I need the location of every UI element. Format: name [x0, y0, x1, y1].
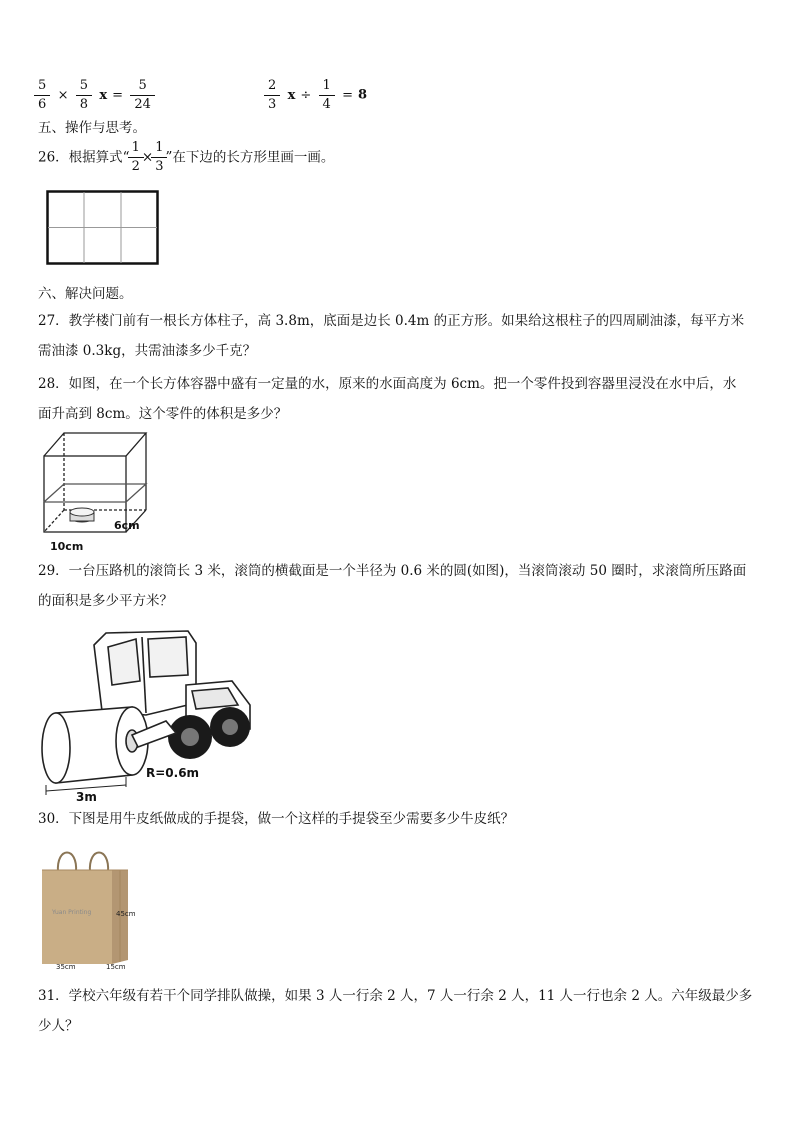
fraction	[78, 78, 90, 113]
denominator: 8	[79, 97, 89, 112]
fraction	[36, 78, 48, 113]
question-text: ”在下边的长方形里画一画。	[165, 149, 335, 166]
numerator: 1	[322, 78, 331, 93]
fraction	[266, 78, 278, 113]
grid-rectangle[interactable]	[46, 190, 160, 266]
equals-sign: =	[342, 87, 354, 103]
question-29-line-1: 29．一台压路机的滚筒长 3 米，滚筒的横截面是一个半径为 0.6 米的圆(如图)，当滚筒滚动 50 圈时，求滚筒所压路面	[38, 563, 747, 579]
numerator: 5	[79, 78, 89, 93]
section-heading: 五、操作与思考。	[38, 120, 146, 136]
question-26	[38, 140, 334, 175]
numerator: 1	[131, 140, 140, 155]
times-sign: ×	[57, 87, 69, 103]
equation-2	[266, 78, 367, 113]
fraction	[130, 140, 142, 175]
bag-watermark: Yuan Printing	[52, 909, 92, 916]
label-depth: 6cm	[114, 519, 140, 532]
fraction	[153, 140, 165, 175]
denominator: 24	[134, 97, 151, 112]
label-length: 3m	[76, 790, 97, 803]
label-depth: 15cm	[106, 963, 126, 971]
numerator: 1	[155, 140, 164, 155]
paper-bag-figure	[34, 842, 146, 972]
question-29-line-2: 的面积是多少平方米？	[38, 593, 173, 609]
variable-x: x	[287, 87, 296, 103]
fraction	[321, 78, 333, 113]
label-width: 10cm	[50, 540, 84, 553]
numerator: 5	[138, 78, 147, 93]
denominator: 3	[155, 159, 164, 174]
numerator: 2	[268, 78, 277, 93]
equation-1	[36, 78, 153, 113]
denominator: 6	[38, 97, 47, 112]
label-width: 35cm	[56, 963, 76, 971]
container-figure	[34, 428, 164, 556]
label-radius: R=0.6m	[146, 766, 200, 780]
question-28-line-1: 28．如图，在一个长方体容器中盛有一定量的水，原来的水面高度为 6cm。把一个零件投到容器里浸没在水中后，水	[38, 376, 737, 392]
question-27-line-1: 27．教学楼门前有一根长方体柱子，高 3.8m，底面是边长 0.4m 的正方形。如果给这根柱子的四周刷油漆，每平方米	[38, 313, 745, 329]
section-heading: 六、解决问题。	[38, 286, 133, 302]
question-text: 26．根据算式“	[38, 149, 130, 166]
denominator: 2	[131, 159, 140, 174]
question-31-line-1: 31．学校六年级有若干个同学排队做操，如果 3 人一行余 2 人，7 人一行余 2 人，11 人一行也余 2 人。六年级最少多	[38, 988, 753, 1004]
question-27-line-2: 需油漆 0.3kg，共需油漆多少千克？	[38, 343, 257, 359]
numerator: 5	[38, 78, 47, 93]
denominator: 3	[268, 97, 277, 112]
equals-sign: =	[112, 87, 124, 103]
road-roller-figure	[36, 625, 258, 803]
label-height: 45cm	[116, 910, 136, 918]
variable-x: x	[99, 87, 108, 103]
question-28-line-2: 面升高到 8cm。这个零件的体积是多少？	[38, 406, 288, 422]
equation-rhs: 8	[358, 87, 368, 103]
fraction	[132, 78, 153, 113]
denominator: 4	[322, 97, 331, 112]
question-31-line-2: 少人？	[38, 1018, 79, 1034]
times-sign: ×	[141, 149, 154, 166]
question-30-line-1: 30．下图是用牛皮纸做成的手提袋，做一个这样的手提袋至少需要多少牛皮纸？	[38, 811, 515, 827]
divide-sign: ÷	[300, 87, 312, 103]
